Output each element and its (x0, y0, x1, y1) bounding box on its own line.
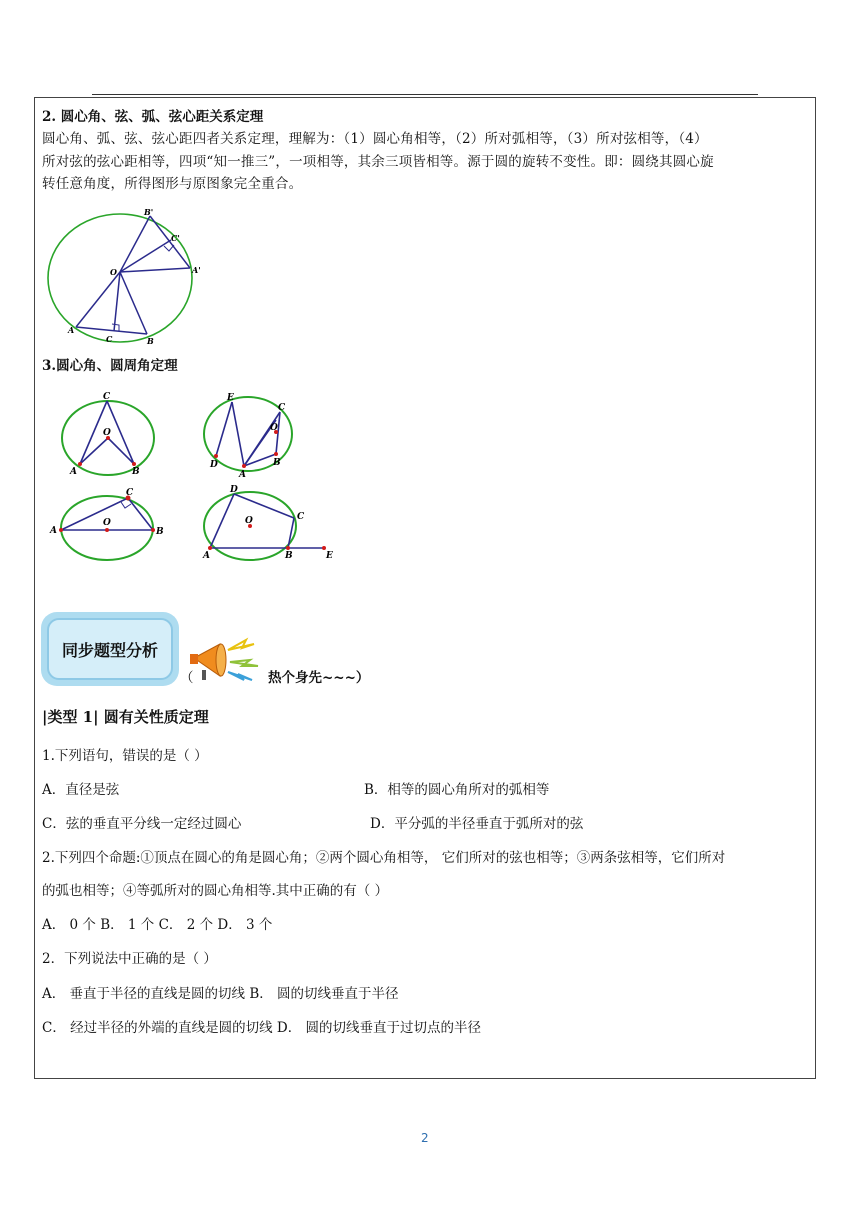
fig2-label-aprime: A' (192, 265, 201, 275)
q2-options: A． 0 个 B． 1 个 C． 2 个 D． 3 个 (42, 917, 273, 933)
fig2-label-cprime: C' (171, 233, 180, 243)
fig34-label-a: A (203, 551, 210, 561)
q3-stem: 2．下列说法中正确的是（ ） (42, 951, 217, 967)
fig2-label-o: O (110, 267, 117, 277)
section2-line-2: 所对弦的弦心距相等，四项“知一推三”，一项相等，其余三项皆相等。源于圆的旋转不变性。即：圆绕其圆心旋 (42, 153, 714, 170)
badge-subtitle: 热个身先~~~） (268, 670, 370, 686)
figure-inscribed-angle-3 (44, 484, 174, 566)
fig34-label-e: E (326, 551, 333, 561)
fig34-label-b: B (285, 551, 293, 561)
fig2-label-a: A (68, 325, 75, 335)
header-rule (92, 94, 758, 95)
q1-option-c: C．弦的垂直平分线一定经过圆心 (42, 816, 242, 832)
q2-line-2: 的弧也相等；④等弧所对的圆心角相等.其中正确的有（ ） (42, 883, 389, 899)
badge-paren: （ (180, 670, 194, 686)
q3-options-ab: A． 垂直于半径的直线是圆的切线 B． 圆的切线垂直于半径 (42, 986, 399, 1002)
fig32-label-o: O (270, 423, 278, 433)
q1-option-d: D．平分弧的半径垂直于弧所对的弦 (370, 816, 584, 832)
q2-line-1: 2.下列四个命题:①顶点在圆心的角是圆心角；②两个圆心角相等， 它们所对的弦也相等；③两条弦相等，它们所对 (42, 850, 726, 866)
fig2-label-b: B (147, 336, 154, 346)
fig31-label-b: B (132, 467, 140, 477)
q1-option-b: B．相等的圆心角所对的弧相等 (364, 782, 550, 798)
section2-line-3: 转任意角度，所得图形与原图象完全重合。 (42, 176, 303, 192)
badge-title: 同步题型分析 (47, 618, 173, 680)
q3-options-cd: C． 经过半径的外端的直线是圆的切线 D． 圆的切线垂直于过切点的半径 (42, 1020, 482, 1036)
fig32-label-a: A (239, 470, 246, 480)
section2-line-1: 圆心角、弧、弦、弦心距四者关系定理，理解为：（1）圆心角相等，（2）所对弧相等，（3）所对弦相等，（4） (42, 131, 708, 147)
figure-inscribed-angle-2 (198, 390, 308, 482)
fig31-label-a: A (70, 467, 77, 477)
fig33-label-b: B (156, 527, 164, 537)
fig32-label-d: D (210, 460, 218, 470)
fig32-label-c: C (278, 403, 286, 413)
fig2-label-c: C (106, 334, 113, 344)
fig32-label-e: E (227, 393, 234, 403)
megaphone-icon (188, 632, 268, 684)
figure-inscribed-angle-4 (198, 482, 348, 566)
fig33-label-c: C (126, 488, 134, 498)
figure-central-angle-chord (44, 206, 214, 346)
figure-inscribed-angle-1 (58, 390, 168, 480)
page-number: 2 (421, 1131, 429, 1145)
fig31-label-o: O (103, 428, 111, 438)
fig34-label-c: C (297, 512, 305, 522)
q1-stem: 1.下列语句，错误的是（ ） (42, 748, 208, 764)
fig33-label-o: O (103, 518, 111, 528)
type1-heading: |类型 1| 圆有关性质定理 (42, 708, 209, 726)
fig34-label-o: O (245, 516, 253, 526)
section3-heading: 3.圆心角、圆周角定理 (42, 358, 178, 374)
fig2-label-bprime: B' (144, 207, 154, 217)
fig32-label-b: B (273, 458, 281, 468)
fig34-label-d: D (230, 485, 238, 495)
q1-option-a: A．直径是弦 (42, 782, 120, 798)
fig31-label-c: C (103, 392, 111, 402)
section2-text (42, 128, 812, 196)
section2-heading: 2. 圆心角、弦、弧、弦心距关系定理 (42, 109, 264, 125)
fig33-label-a: A (50, 526, 57, 536)
